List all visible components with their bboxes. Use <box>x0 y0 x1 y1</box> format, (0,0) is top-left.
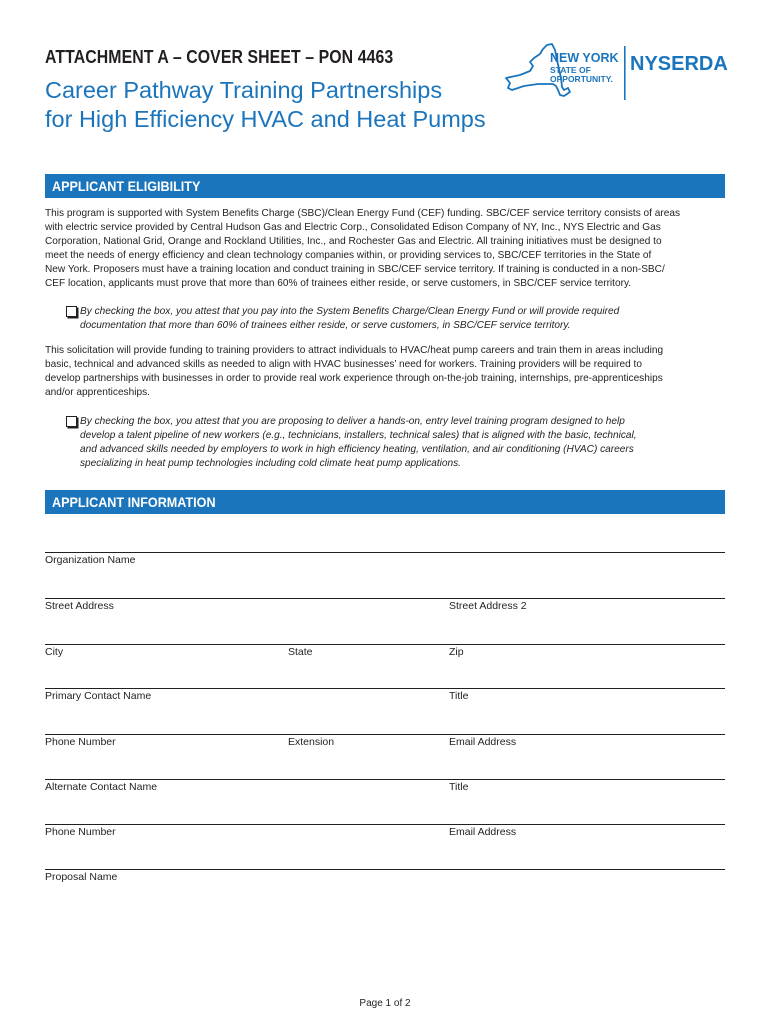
para2-line: basic, technical and advanced skills as needed to align with HVAC businesses’ need for workers. Training providers will be required to <box>45 359 642 370</box>
email-address-input[interactable] <box>449 700 725 734</box>
attestation-2-line: develop a talent pipeline of new workers (e.g., technicians, installers, technical sales) that is aligned with the basic, technical, <box>80 430 637 441</box>
logo-state-line-2: STATE OF <box>550 65 591 75</box>
street-address-2-label: Street Address 2 <box>449 600 527 612</box>
zip-input[interactable] <box>449 610 725 644</box>
para1-line: meet the needs of energy efficiency and clean technology companies within, or providing services to, SBC/CEF territories in the State of <box>45 250 652 261</box>
alternate-contact-input[interactable] <box>45 745 440 779</box>
street-address-input[interactable] <box>45 564 440 598</box>
street-address-2-input[interactable] <box>449 564 725 598</box>
phone-extension-email-line <box>45 734 725 735</box>
primary-title-label: Title <box>449 690 469 702</box>
page-title-line-2: for High Efficiency HVAC and Heat Pumps <box>45 106 486 132</box>
logo-divider <box>624 46 626 100</box>
extension-label: Extension <box>288 736 335 748</box>
proposal-name-input[interactable] <box>45 835 725 869</box>
city-state-zip-line <box>45 644 725 645</box>
applicant-information-heading: APPLICANT INFORMATION <box>52 494 216 510</box>
city-label: City <box>45 646 64 658</box>
state-label: State <box>288 646 313 658</box>
para1-line: Corporation, National Grid, Orange and Rockland Utilities, Inc., and Rochester Gas and Electric. All training initiatives must be designed to <box>45 236 662 247</box>
attestation-2-checkbox[interactable] <box>66 416 77 427</box>
logo-agency: NYSERDA <box>630 53 728 75</box>
email-address-label: Email Address <box>449 736 517 748</box>
page-title-line-1: Career Pathway Training Partnerships <box>45 77 443 103</box>
street-address-label: Street Address <box>45 600 114 612</box>
logo-state-line-1: NEW YORK <box>550 51 619 65</box>
attestation-2-line: and advanced skills needed by employers to work in high efficiency heating, ventilation, and air conditioning (HVAC) careers <box>80 444 634 455</box>
alternate-email-input[interactable] <box>449 790 725 824</box>
applicant-eligibility-heading: APPLICANT ELIGIBILITY <box>52 178 201 194</box>
primary-contact-input[interactable] <box>45 654 440 688</box>
phone-number-input[interactable] <box>45 700 280 734</box>
para1-line: with electric service provided by Central Hudson Gas and Electric Corp., Consolidated Edison Company of NY, Inc., NYS Electric and Gas <box>45 222 661 233</box>
para1-line: CEF location, applicants must prove that more than 60% of trainees either reside, or serve customers, in SBC/CEF service territory. <box>45 278 632 289</box>
attestation-2-line: By checking the box, you attest that you are proposing to deliver a hands-on, entry level training program designed to help <box>80 416 625 427</box>
eligibility-paragraph-2 <box>45 344 727 400</box>
attestation-1-text <box>80 305 700 333</box>
proposal-name-label: Proposal Name <box>45 871 118 883</box>
attestation-1-line: documentation that more than 60% of trainees either reside, or serve customers, in SBC/CEF service territory. <box>80 320 571 331</box>
para2-line: This solicitation will provide funding to training providers to attract individuals to HVAC/heat pump careers and train them in areas including <box>45 345 664 356</box>
organization-name-label: Organization Name <box>45 554 136 566</box>
alternate-email-label: Email Address <box>449 826 517 838</box>
para1-line: New York. Proposers must have a training location and conduct training in SBC/CEF service territory. If training is conducted in a non-SBC/ <box>45 264 665 275</box>
attestation-2-line: specializing in heat pump technologies including cold climate heat pump applications. <box>80 458 461 469</box>
nyserda-logo <box>500 40 730 102</box>
phone-number-label: Phone Number <box>45 736 116 748</box>
street-address-line <box>45 598 725 599</box>
state-input[interactable] <box>288 610 440 644</box>
alternate-contact-line <box>45 779 725 780</box>
page-number: Page 1 of 2 <box>359 998 411 1009</box>
applicant-information-bar <box>45 490 725 514</box>
organization-name-line <box>45 552 725 553</box>
alternate-phone-label: Phone Number <box>45 826 116 838</box>
alternate-phone-email-line <box>45 824 725 825</box>
attestation-1-checkbox[interactable] <box>66 306 77 317</box>
primary-contact-line <box>45 688 725 689</box>
alternate-title-input[interactable] <box>449 745 725 779</box>
alternate-title-label: Title <box>449 781 469 793</box>
attestation-2-text <box>80 415 700 471</box>
para1-line: This program is supported with System Benefits Charge (SBC)/Clean Energy Fund (CEF) funding. SBC/CEF service territory consists of areas <box>45 208 681 219</box>
para2-line: and/or apprenticeships. <box>45 387 150 398</box>
proposal-name-line <box>45 869 725 870</box>
para2-line: develop partnerships with businesses in order to provide real work experience through on-the-job training, internships, pre-apprenticeships <box>45 373 663 384</box>
attachment-heading: ATTACHMENT A – COVER SHEET – PON 4463 <box>45 47 394 67</box>
city-input[interactable] <box>45 610 280 644</box>
eligibility-paragraph-1 <box>45 207 727 291</box>
organization-name-input[interactable] <box>45 518 725 552</box>
extension-input[interactable] <box>288 700 440 734</box>
alternate-phone-input[interactable] <box>45 790 440 824</box>
attestation-1-line: By checking the box, you attest that you pay into the System Benefits Charge/Clean Energy Fund or will provide required <box>80 306 620 317</box>
alternate-contact-label: Alternate Contact Name <box>45 781 158 793</box>
zip-label: Zip <box>449 646 464 658</box>
logo-state-line-3: OPPORTUNITY. <box>550 74 613 84</box>
primary-title-input[interactable] <box>449 654 725 688</box>
page-title <box>45 76 525 134</box>
primary-contact-label: Primary Contact Name <box>45 690 152 702</box>
applicant-eligibility-bar <box>45 174 725 198</box>
